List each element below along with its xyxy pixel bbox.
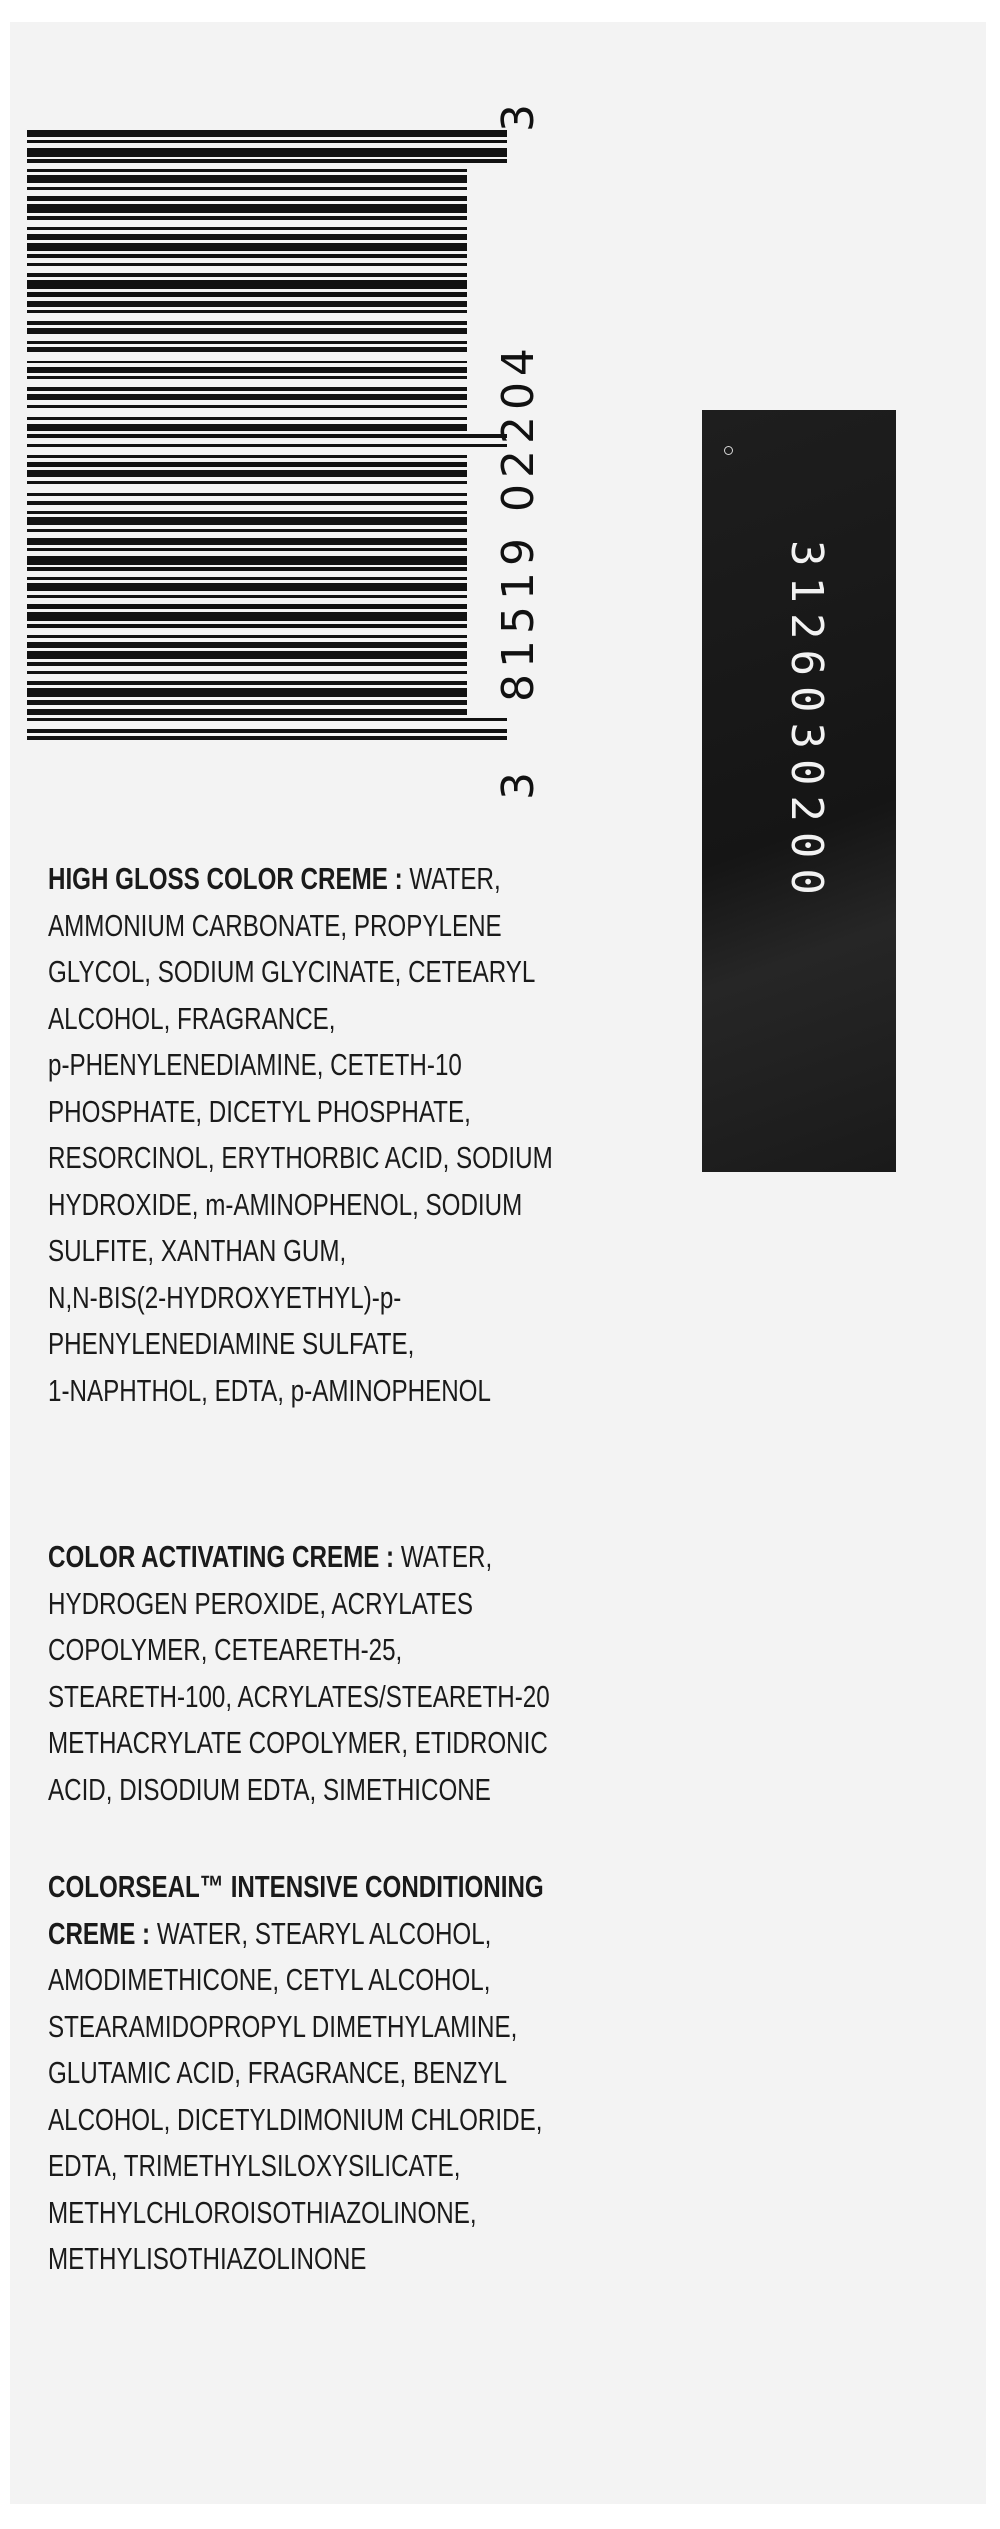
barcode-bar [27, 538, 467, 545]
barcode-bar [27, 234, 467, 240]
barcode-bar [27, 556, 467, 565]
barcode-bar [27, 470, 467, 477]
barcode-bar [27, 405, 467, 408]
ingredients-line: WATER, STEARYL ALCOHOL, [150, 1915, 492, 1951]
barcode-bar [27, 310, 467, 313]
barcode-bar [27, 243, 467, 251]
barcode-bar [27, 341, 467, 344]
barcode-bar [27, 347, 467, 352]
ingredients-label: COLORSEAL™ INTENSIVE CONDITIONING [48, 1869, 544, 1904]
barcode-bar [27, 280, 467, 289]
barcode-bar [27, 434, 507, 438]
barcode-bar [27, 361, 467, 363]
barcode-bar [27, 394, 467, 400]
barcode-middle-digits: 81519 02204 [492, 342, 544, 702]
ingredients-line: STEARETH-100, ACRYLATES/STEARETH-20 [48, 1678, 550, 1714]
barcode-bar [27, 387, 467, 391]
barcode-bar [27, 367, 467, 373]
barcode-bar [27, 321, 467, 325]
barcode-bar [27, 227, 467, 230]
registration-dot [724, 446, 733, 455]
barcode-bar [27, 612, 467, 621]
barcode-bar [27, 511, 467, 514]
barcode-bar [27, 624, 467, 628]
barcode-bar [27, 462, 467, 467]
barcode-last-digit: 3 [492, 98, 544, 132]
barcode-number [488, 60, 548, 800]
barcode-bar [27, 169, 467, 172]
barcode-bar [27, 444, 507, 447]
barcode-bar [27, 424, 467, 431]
ingredients-line: COPOLYMER, CETEARETH-25, [48, 1632, 403, 1667]
ingredients-line: GLUTAMIC ACID, FRAGRANCE, BENZYL [48, 2055, 508, 2090]
ingredients-color-creme [48, 856, 553, 1414]
barcode-bar [27, 216, 467, 220]
ingredients-line: 1-NAPHTHOL, EDTA, p-AMINOPHENOL [48, 1372, 491, 1408]
barcode-bar [27, 159, 507, 163]
barcode-bar [27, 635, 467, 638]
ingredients-line: N,N-BIS(2-HYDROXYETHYL)-p- [48, 1279, 402, 1315]
ingredients-line: SULFITE, XANTHAN GUM, [48, 1233, 347, 1268]
barcode-bar [27, 517, 467, 525]
barcode-bar [27, 455, 467, 458]
barcode-bar [27, 417, 467, 420]
barcode-bar [27, 718, 507, 721]
barcode-first-digit: 3 [492, 766, 544, 800]
ingredients-line: ALCOHOL, FRAGRANCE, [48, 1000, 336, 1036]
barcode-bar [27, 493, 467, 496]
barcode-bar [27, 595, 467, 598]
barcode-bar [27, 196, 467, 201]
barcode-bar [27, 254, 467, 258]
ingredients-line: METHYLISOTHIAZOLINONE [48, 2241, 367, 2276]
barcode-bar [27, 583, 467, 591]
ingredients-line: p-PHENYLENEDIAMINE, CETETH-10 [48, 1047, 462, 1082]
barcode-bar [27, 130, 507, 137]
ingredients-line: STEARAMIDOPROPYL DIMETHYLAMINE, [48, 2008, 518, 2044]
barcode-bar [27, 709, 467, 715]
barcode-bar [27, 681, 467, 685]
barcode-bar [27, 567, 467, 571]
barcode-bars [27, 130, 507, 740]
ingredients-line: ALCOHOL, DICETYLDIMONIUM CHLORIDE, [48, 2101, 543, 2137]
barcode-bar [27, 292, 467, 297]
barcode-bar [27, 729, 507, 733]
ingredients-label: COLOR ACTIVATING CREME : [48, 1539, 395, 1574]
ingredients-label: HIGH GLOSS COLOR CREME : [48, 861, 403, 896]
barcode-bar [27, 577, 467, 580]
ingredients-line: METHACRYLATE COPOLYMER, ETIDRONIC [48, 1725, 548, 1760]
barcode-bar [27, 204, 467, 213]
ingredients-line: GLYCOL, SODIUM GLYCINATE, CETEARYL [48, 954, 536, 989]
barcode-bar [27, 642, 467, 648]
barcode-bar [27, 548, 467, 551]
barcode-bar [27, 700, 467, 705]
ingredients-line: WATER, [402, 861, 501, 896]
ingredients-line: PHENYLENEDIAMINE SULFATE, [48, 1326, 415, 1361]
barcode-bar [27, 148, 507, 157]
ingredients-label-continued: CREME : [48, 1915, 151, 1951]
barcode-bar [27, 301, 467, 307]
barcode-bar [27, 481, 467, 484]
ingredients-line: EDTA, TRIMETHYLSILOXYSILICATE, [48, 2148, 461, 2183]
barcode-bar [27, 263, 467, 266]
ingredients-line: HYDROXIDE, m-AMINOPHENOL, SODIUM [48, 1186, 523, 1222]
ingredients-line: HYDROGEN PEROXIDE, ACRYLATES [48, 1585, 474, 1621]
barcode-bar [27, 662, 467, 666]
barcode-bar [27, 501, 467, 505]
ingredients-line: ACID, DISODIUM EDTA, SIMETHICONE [48, 1771, 491, 1807]
ingredients-line: AMODIMETHICONE, CETYL ALCOHOL, [48, 1962, 491, 1997]
ingredients-line: METHYLCHLOROISOTHIAZOLINONE, [48, 2194, 477, 2230]
barcode-bar [27, 529, 467, 532]
barcode-bar [27, 604, 467, 609]
ingredients-conditioning-creme [48, 1864, 544, 2283]
barcode-bar [27, 376, 467, 379]
ingredients-line: WATER, [394, 1539, 493, 1574]
ingredients-activating-creme [48, 1534, 550, 1813]
ingredients-line: PHOSPHATE, DICETYL PHOSPHATE, [48, 1093, 471, 1129]
barcode-bar [27, 688, 467, 697]
batch-code: 3126030200 [781, 540, 832, 905]
barcode-bar [27, 140, 507, 143]
barcode-bar [27, 273, 467, 277]
barcode-bar [27, 175, 467, 183]
barcode-bar [27, 651, 467, 659]
barcode-bar [27, 187, 467, 190]
ingredients-line: RESORCINOL, ERYTHORBIC ACID, SODIUM [48, 1140, 553, 1175]
barcode-bar [27, 736, 507, 740]
batch-code-box [702, 410, 896, 1172]
barcode [27, 130, 507, 740]
barcode-bar [27, 328, 467, 334]
ingredients-line: AMMONIUM CARBONATE, PROPYLENE [48, 907, 502, 943]
barcode-bar [27, 671, 467, 674]
